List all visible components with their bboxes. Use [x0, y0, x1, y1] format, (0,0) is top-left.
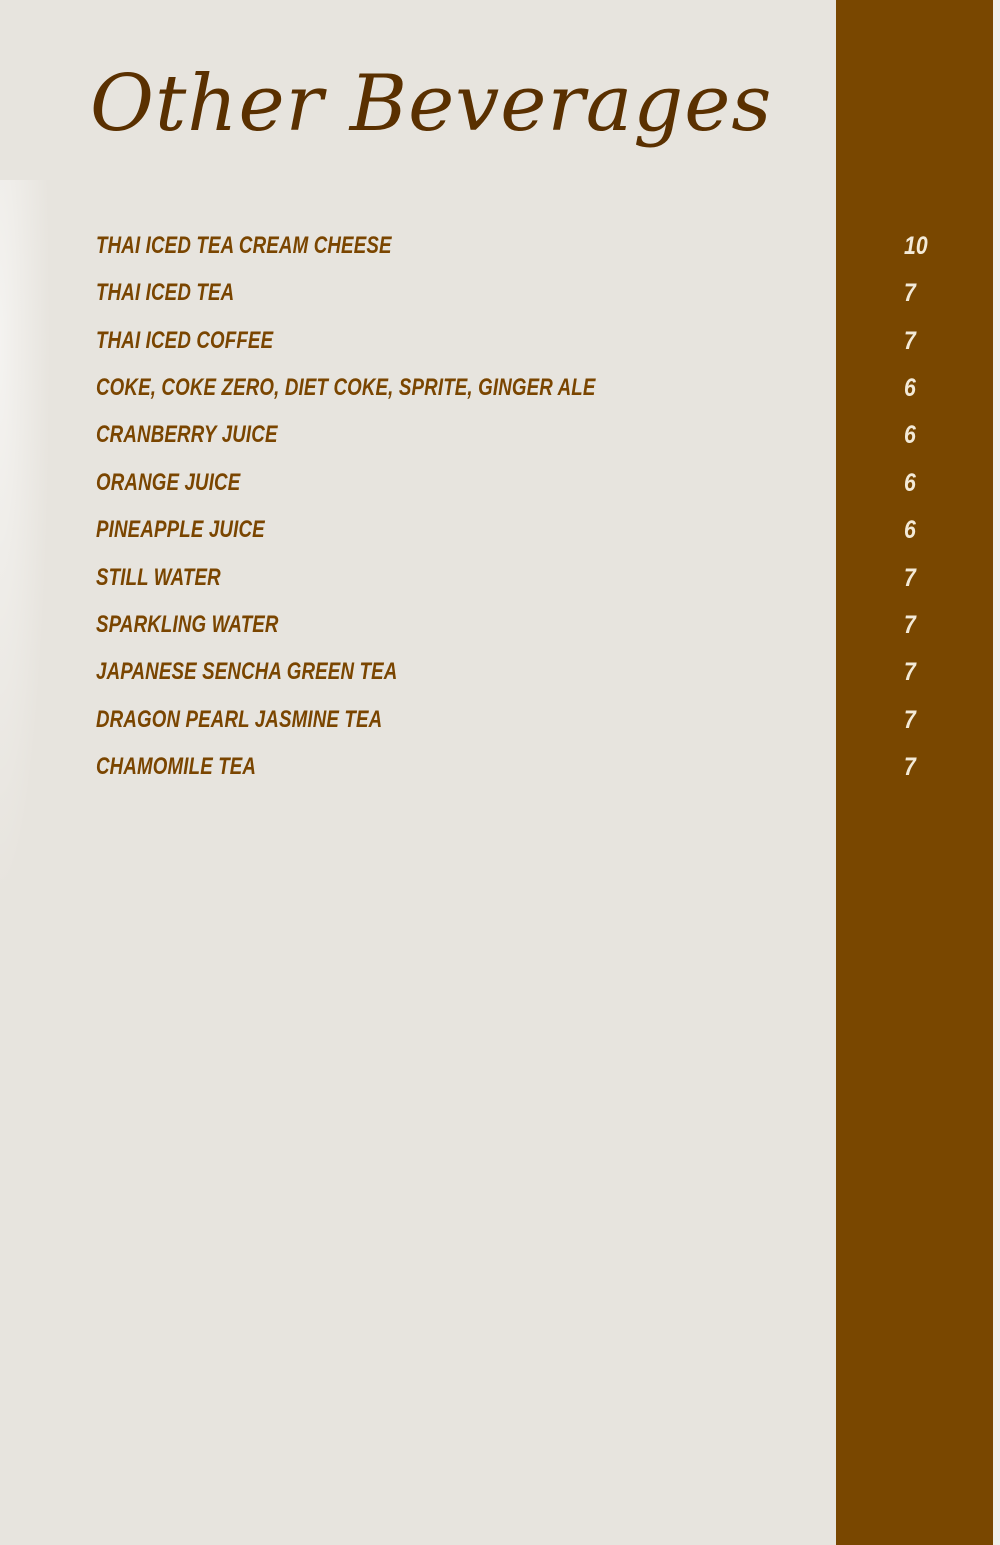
menu-item [0, 652, 1000, 692]
menu-item-price: 6 [904, 421, 916, 449]
menu-item [0, 368, 1000, 408]
menu-item-price: 7 [904, 706, 916, 734]
menu-item-name: CHAMOMILE TEA [96, 753, 257, 780]
menu-item-name: CRANBERRY JUICE [96, 421, 278, 448]
menu-item-price: 6 [904, 469, 916, 497]
menu-item [0, 510, 1000, 550]
menu-item-price: 7 [904, 611, 916, 639]
menu-item-name: COKE, COKE ZERO, DIET COKE, SPRITE, GINGER ALE [96, 374, 596, 401]
menu-title: Other Beverages [90, 59, 773, 149]
menu-item [0, 463, 1000, 503]
menu-item-price: 7 [904, 658, 916, 686]
menu-item [0, 700, 1000, 740]
menu-item-price: 7 [904, 564, 916, 592]
menu-item [0, 558, 1000, 598]
menu-item-name: STILL WATER [96, 564, 221, 591]
menu-item-name: THAI ICED COFFEE [96, 327, 274, 354]
menu-item-name: SPARKLING WATER [96, 611, 279, 638]
menu-item-price: 6 [904, 374, 916, 402]
menu-item [0, 415, 1000, 455]
menu-item-name: JAPANESE SENCHA GREEN TEA [96, 658, 398, 685]
menu-item-price: 6 [904, 516, 916, 544]
menu-item-name: THAI ICED TEA CREAM CHEESE [96, 232, 392, 259]
menu-item-name: THAI ICED TEA [96, 279, 235, 306]
menu-item-name: DRAGON PEARL JASMINE TEA [96, 706, 383, 733]
menu-item-price: 10 [904, 232, 928, 260]
menu-item [0, 226, 1000, 266]
menu-item [0, 321, 1000, 361]
menu-item-price: 7 [904, 279, 916, 307]
menu-item [0, 273, 1000, 313]
menu-item-price: 7 [904, 753, 916, 781]
menu-item-name: PINEAPPLE JUICE [96, 516, 265, 543]
menu-item-name: ORANGE JUICE [96, 469, 241, 496]
menu-item-price: 7 [904, 327, 916, 355]
menu-item [0, 605, 1000, 645]
menu-item [0, 747, 1000, 787]
